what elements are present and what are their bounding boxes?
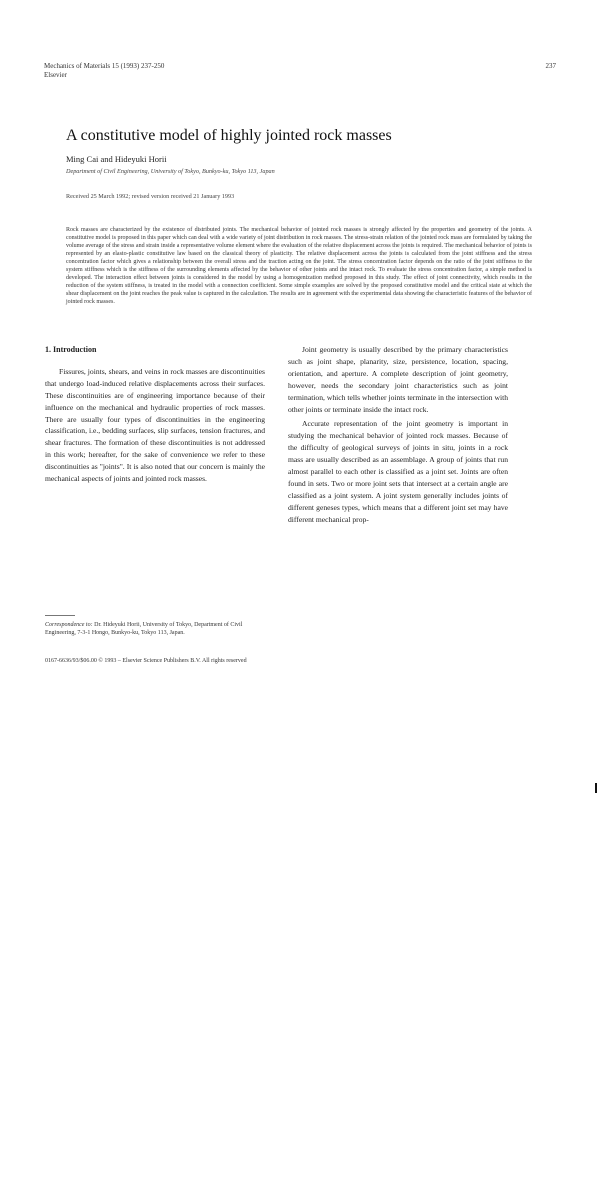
received-dates: Received 25 March 1992; revised version received 21 January 1993	[66, 193, 235, 200]
page-number: 237	[545, 62, 556, 70]
section-heading: 1. Introduction	[45, 345, 97, 354]
correspondence-text: Dr. Hideyuki Horii, University of Tokyo, Department of Civil Engineering, 7-3-1 Hongo, Bunkyo-ku, Tokyo 113, Japan.	[45, 622, 243, 636]
correspondence-footnote	[45, 621, 265, 637]
article-title: A constitutive model of highly jointed rock masses	[66, 127, 392, 144]
abstract: Rock masses are characterized by the existence of distributed joints. The mechanical behavior of jointed rock masses is strongly affected by the properties and geometry of the joints. A constitutive model is proposed in this paper which can deal with a wide variety of joint distribution in rock masses. The stress-strain relation of the jointed rock mass are formulated by taking the volume average of the stress and strain inside a representative volume element where the evaluation of the relative displacement across the joints is required. The mechanical behavior of joints is represented by an elasto-plastic constitutive law based on the classical theory of plasticity. The relative displacement across the joints is calculated from the joint stiffness and the stress concentration factor which gives a relationship between the overall stress and the traction acting on the joint. The stress concentration factor depends on the ratio of the joint stiffness to the system stiffness which is the stiffness of the surrounding elements affected by the behavior of other joints and the intact rock. To evaluate the stress concentration factor, a simple method is developed. The interaction effect between joints is considered in the model by using a homogenization method proposed in this study. The effect of joint connectivity, which results in the reduction of the system stiffness, is treated in the model with a connection coefficient. Some simple examples are solved by the proposed constitutive model and the critical state at which the shear displacement on the joint reaches the peak value is captured in the calculation. The results are in agreement with the experimental data showing the characteristic features of the behavior of jointed rock masses.	[66, 227, 532, 305]
body-paragraph: Fissures, joints, shears, and veins in rock masses are discontinuities that undergo load-induced relative displacements across their surfaces. These discontinuities are of engineering importance because of their influence on the mechanical and hydraulic properties of rock masses. There are usually four types of discontinuities in the engineering classification, i.e., bedding surfaces, slip surfaces, tension fractures, and shear fractures. The formation of these discontinuities is not addressed in this work; hereafter, for the sake of convenience we refer to these discontinuities as "joints". It is also noted that our concern is mainly the mechanical aspects of joints and jointed rock masses.	[45, 366, 265, 484]
correspondence-label: Correspondence to:	[45, 622, 93, 628]
copyright-line: 0167-6636/93/$06.00 © 1993 – Elsevier Science Publishers B.V. All rights reserved	[45, 658, 247, 664]
margin-mark	[595, 783, 597, 793]
journal-citation	[44, 62, 164, 80]
body-paragraph: Accurate representation of the joint geometry is important in studying the mechanical behavior of jointed rock masses. Because of the difficulty of geological surveys of joints in situ, joints in a rock mass are usually described as an assemblage. A group of joints that run almost parallel to each other is classified as a joint set. Joints are often found in sets. Two or more joint sets that intersect at a certain angle are classified as a joint system. A joint system generally includes joints of different geneses types, which means that a different joint set may have different mechanical prop-	[288, 419, 508, 524]
journal-name-line: Mechanics of Materials 15 (1993) 237-250	[44, 62, 165, 70]
publisher-line: Elsevier	[44, 71, 67, 79]
author-affiliation: Department of Civil Engineering, University of Tokyo, Bunkyo-ku, Tokyo 113, Japan	[66, 168, 275, 175]
article-authors: Ming Cai and Hideyuki Horii	[66, 154, 167, 164]
footnote-divider	[45, 615, 75, 616]
left-column	[45, 344, 265, 485]
body-paragraph: Joint geometry is usually described by the primary characteristics such as joint shape, planarity, size, persistence, location, spacing, orientation, and aperture. A complete description of joint geometry, however, needs the secondary joint characteristics such as joint termination, which tells whether joints terminate in the intersection with other joints or terminate inside the intact rock.	[288, 345, 508, 414]
right-column	[288, 344, 508, 526]
